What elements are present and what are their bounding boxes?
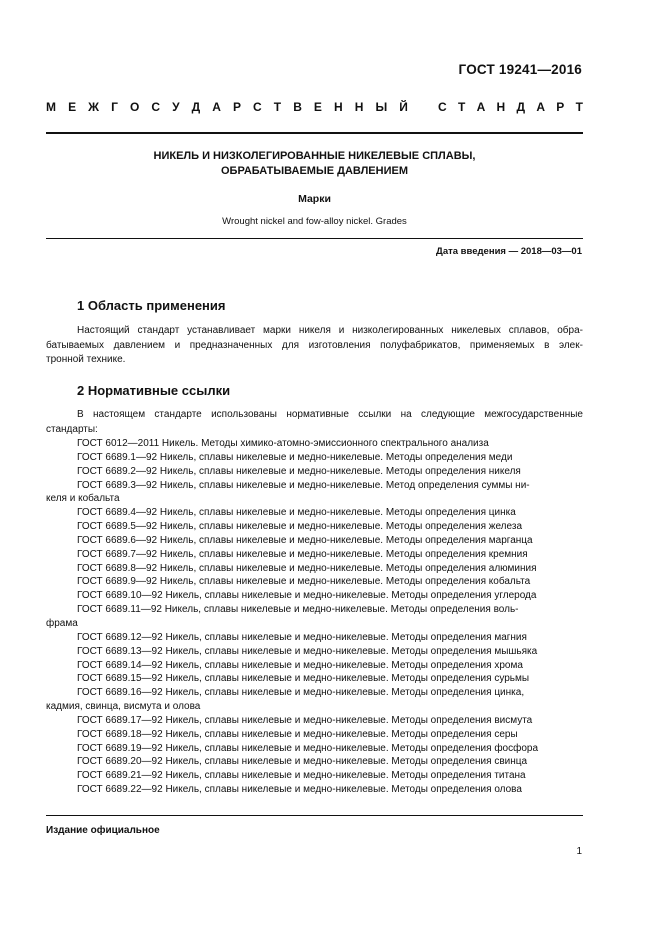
banner-letter: С [438, 100, 447, 114]
banner-right-word [438, 100, 583, 114]
word: изготовления [308, 339, 371, 351]
word: давлением [113, 339, 165, 351]
banner-letter: Г [111, 100, 118, 114]
header-rule [46, 132, 583, 134]
section-2-heading: 2 Нормативные ссылки [77, 383, 231, 398]
banner-letter: В [293, 100, 302, 114]
word: стандарте [154, 409, 202, 420]
word: низколегированных [352, 325, 444, 336]
reference-item: ГОСТ 6689.17—92 Никель, сплавы никелевые и медно-никелевые. Методы определения висмута [77, 714, 533, 726]
reference-item: ГОСТ 6012—2011 Никель. Методы химико-атомно-эмиссионного спектрального анализа [77, 438, 489, 449]
banner-letter: М [46, 100, 56, 114]
title-line-1: НИКЕЛЬ И НИЗКОЛЕГИРОВАННЫЕ НИКЕЛЕВЫЕ СПЛАВЫ, [153, 150, 476, 162]
banner-letter: Ж [88, 100, 99, 114]
banner-letter: А [212, 100, 221, 114]
paragraph-line [46, 339, 583, 354]
reference-item: ГОСТ 6689.4—92 Никель, сплавы никелевые и медно-никелевые. Методы определения цинка [77, 507, 516, 519]
word: для [281, 339, 299, 351]
title-rule [46, 238, 583, 239]
paragraph-line: тронной технике. [46, 354, 126, 366]
word: обра- [557, 325, 583, 336]
document-code: ГОСТ 19241—2016 [458, 62, 582, 77]
reference-item: ГОСТ 6689.2—92 Никель, сплавы никелевые и медно-никелевые. Методы определения никеля [77, 465, 521, 477]
paragraph-line [46, 324, 583, 339]
reference-item: ГОСТ 6689.19—92 Никель, сплавы никелевые и медно-никелевые. Методы определения фосфора [77, 742, 539, 754]
reference-item-continuation: фрама [46, 617, 78, 629]
paragraph-line: стандарты: [46, 423, 98, 435]
banner-letter: Е [313, 100, 322, 114]
reference-item: ГОСТ 6689.1—92 Никель, сплавы никелевые и медно-никелевые. Методы определения меди [77, 451, 513, 463]
banner-letter: Т [457, 100, 466, 114]
word: настоящем [93, 409, 146, 420]
paragraph-line [46, 408, 583, 423]
banner-letter: Е [68, 100, 77, 114]
reference-item: ГОСТ 6689.16—92 Никель, сплавы никелевые и медно-никелевые. Методы определения цинка, [77, 687, 525, 699]
standard-banner [46, 100, 583, 114]
reference-item: ГОСТ 6689.20—92 Никель, сплавы никелевые и медно-никелевые. Методы определения свинца [77, 756, 528, 768]
banner-letter: Д [516, 100, 526, 114]
banner-letter: С [151, 100, 161, 114]
word: на [400, 409, 412, 420]
footer-rule [46, 815, 583, 816]
banner-letter: А [476, 100, 486, 114]
introduction-date: Дата введения — 2018—03—01 [436, 246, 582, 257]
reference-item-continuation: келя и кобальта [46, 493, 120, 505]
reference-item: ГОСТ 6689.9—92 Никель, сплавы никелевые и медно-никелевые. Методы определения кобальта [77, 576, 531, 588]
normative-references-list [46, 437, 583, 797]
reference-item: ГОСТ 6689.6—92 Никель, сплавы никелевые и медно-никелевые. Методы определения марганца [77, 534, 533, 546]
reference-item: ГОСТ 6689.8—92 Никель, сплавы никелевые и медно-никелевые. Методы определения алюминия [77, 562, 537, 574]
word: предназначенных [189, 339, 273, 351]
word: следующие [421, 409, 475, 420]
reference-item: ГОСТ 6689.13—92 Никель, сплавы никелевые и медно-никелевые. Методы определения мышьяка [77, 645, 538, 657]
banner-letter: Ы [375, 100, 388, 114]
document-subtitle: Марки [298, 193, 331, 205]
word: батываемых [46, 339, 104, 351]
word: устанавливает [187, 325, 256, 336]
reference-item: ГОСТ 6689.18—92 Никель, сплавы никелевые и медно-никелевые. Методы определения серы [77, 728, 518, 740]
english-title: Wrought nickel and fow-alloy nickel. Grades [222, 216, 407, 227]
banner-letter: Т [273, 100, 282, 114]
banner-letter: А [536, 100, 545, 114]
word: применяемых [469, 339, 535, 351]
banner-letter: Р [556, 100, 565, 114]
banner-letter: У [172, 100, 180, 114]
word: и [338, 325, 345, 336]
banner-letter: Н [496, 100, 506, 114]
reference-item: ГОСТ 6689.3—92 Никель, сплавы никелевые и медно-никелевые. Метод определения суммы ни- [77, 479, 530, 491]
reference-item: ГОСТ 6689.21—92 Никель, сплавы никелевые и медно-никелевые. Методы определения титана [77, 770, 526, 782]
banner-letter: С [253, 100, 262, 114]
banner-letter: Т [575, 100, 583, 114]
word: элек- [558, 339, 583, 351]
word: марки [263, 325, 291, 336]
word: В [77, 409, 84, 420]
word: сплавов, [508, 325, 550, 336]
section-2-intro [46, 408, 583, 437]
word: и [174, 339, 181, 351]
word: Настоящий [77, 325, 130, 336]
official-edition-label: Издание официальное [46, 825, 160, 836]
banner-letter: Д [191, 100, 201, 114]
reference-item: ГОСТ 6689.22—92 Никель, сплавы никелевые и медно-никелевые. Методы определения олова [77, 784, 522, 796]
word: никелевых [451, 325, 501, 336]
document-title [46, 149, 583, 178]
word: ссылки [358, 409, 392, 420]
reference-item: ГОСТ 6689.10—92 Никель, сплавы никелевые и медно-никелевые. Методы определения углерода [77, 590, 537, 602]
word: межгосударственные [484, 409, 583, 420]
banner-letter: Р [232, 100, 241, 114]
word: стандарт [137, 325, 180, 336]
banner-left-word [46, 100, 408, 114]
title-line-2: ОБРАБАТЫВАЕМЫЕ ДАВЛЕНИЕМ [220, 164, 408, 177]
word: нормативные [286, 409, 349, 420]
reference-item: ГОСТ 6689.7—92 Никель, сплавы никелевые и медно-никелевые. Методы определения кремния [77, 548, 528, 560]
reference-item-continuation: кадмия, свинца, висмута и олова [46, 701, 201, 713]
banner-letter: Й [399, 100, 408, 114]
section-1-heading: 1 Область применения [77, 298, 226, 313]
reference-item: ГОСТ 6689.11—92 Никель, сплавы никелевые и медно-никелевые. Методы определения воль- [77, 604, 519, 616]
word: использованы [211, 409, 277, 420]
word: полуфабрикатов, [380, 339, 461, 351]
banner-letter: Н [354, 100, 364, 114]
reference-item: ГОСТ 6689.5—92 Никель, сплавы никелевые и медно-никелевые. Методы определения железа [77, 521, 523, 533]
reference-item: ГОСТ 6689.12—92 Никель, сплавы никелевые и медно-никелевые. Методы определения магния [77, 631, 527, 643]
banner-letter: Н [334, 100, 343, 114]
section-1-paragraph [46, 324, 583, 368]
word: никеля [298, 325, 331, 336]
word: в [544, 339, 550, 351]
reference-item: ГОСТ 6689.15—92 Никель, сплавы никелевые и медно-никелевые. Методы определения сурьмы [77, 673, 530, 685]
reference-item: ГОСТ 6689.14—92 Никель, сплавы никелевые и медно-никелевые. Методы определения хрома [77, 659, 523, 671]
banner-letter: О [129, 100, 140, 114]
page-number: 1 [576, 846, 582, 857]
